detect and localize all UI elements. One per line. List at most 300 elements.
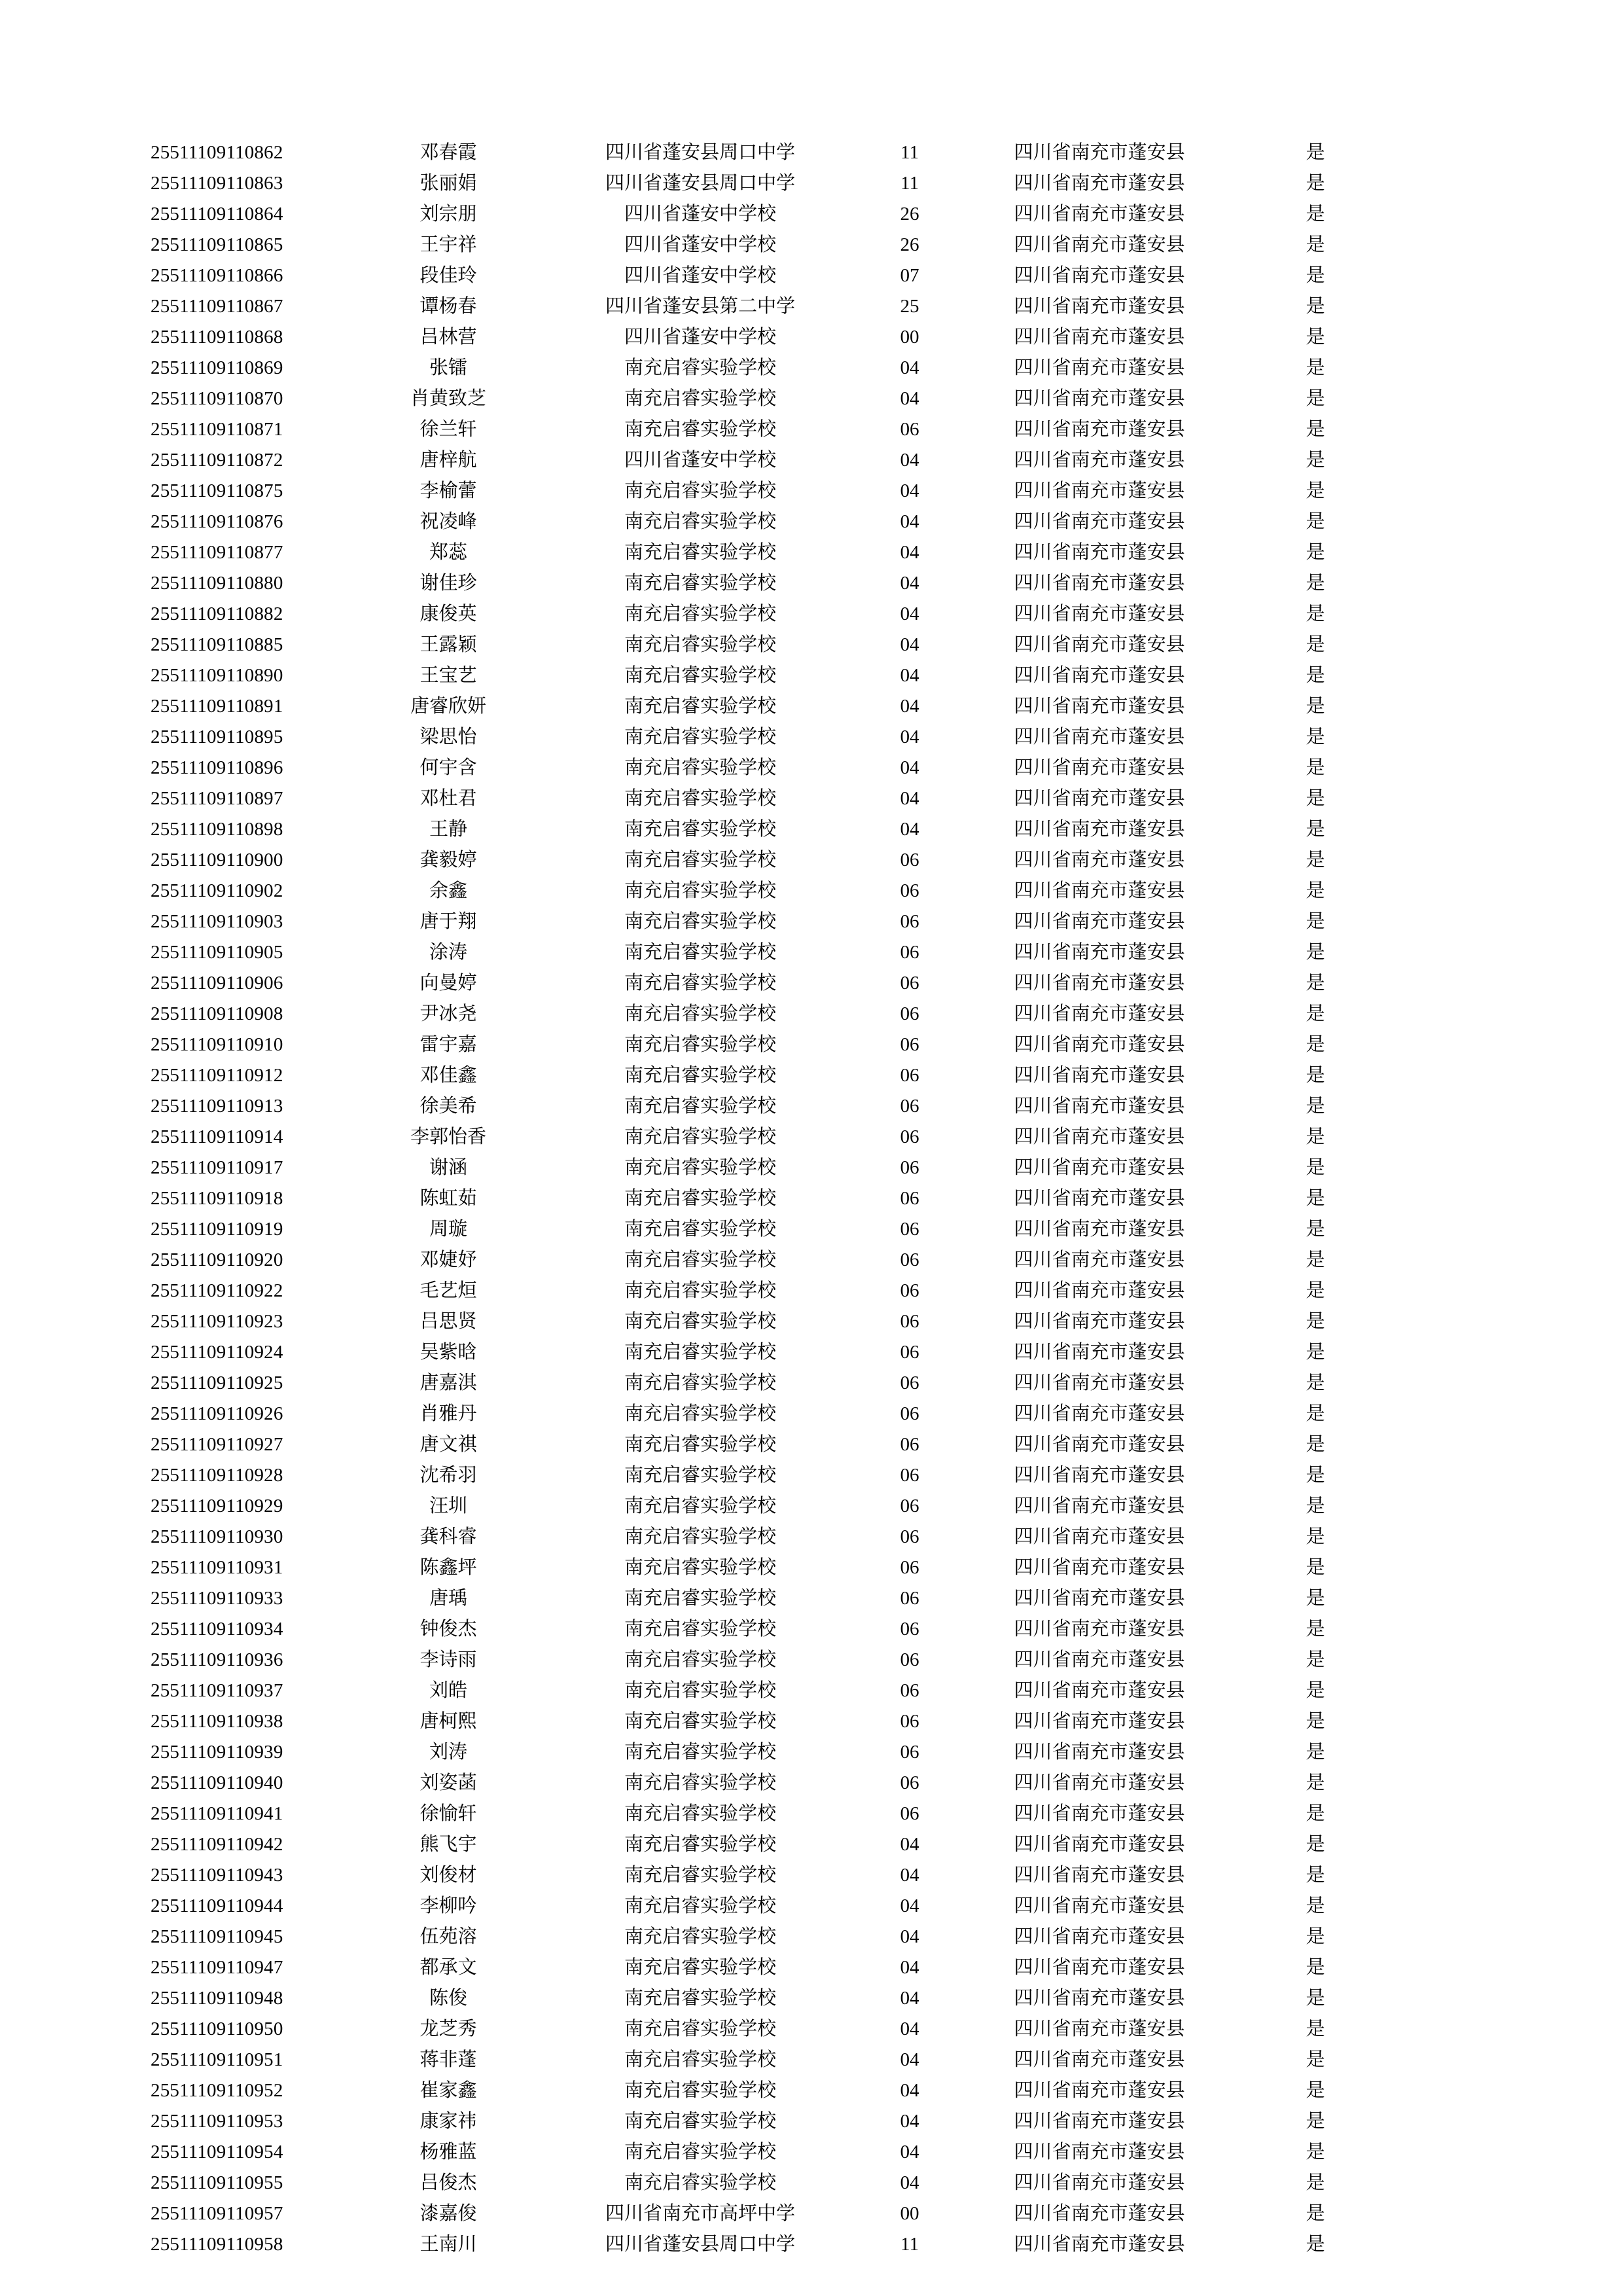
cell-flag: 是	[1306, 1557, 1325, 1578]
cell-flag: 是	[1306, 173, 1325, 194]
cell-spacer	[1381, 1799, 1472, 1829]
cell-flag: 是	[1306, 1188, 1325, 1209]
cell-flag: 是	[1306, 880, 1325, 901]
cell-exam-id: 25511109110910	[151, 1034, 283, 1055]
cell-region: 四川省南充市蓬安县	[1014, 2080, 1185, 2101]
cell-student-name: 伍苑溶	[419, 1926, 477, 1947]
cell-code: 06	[900, 1496, 919, 1516]
cell-region: 四川省南充市蓬安县	[1014, 2049, 1185, 2070]
cell-school: 南充启睿实验学校	[624, 1957, 776, 1978]
cell-exam-id: 25511109110914	[151, 1126, 283, 1147]
cell-school: 南充启睿实验学校	[624, 1926, 776, 1947]
cell-region: 四川省南充市蓬安县	[1014, 1157, 1185, 1178]
cell-flag: 是	[1306, 1865, 1325, 1886]
table-row	[151, 814, 1472, 845]
cell-region: 四川省南充市蓬安县	[1014, 665, 1185, 686]
cell-region: 四川省南充市蓬安县	[1014, 296, 1185, 317]
cell-school: 南充启睿实验学校	[624, 1988, 776, 2009]
cell-school: 南充启睿实验学校	[624, 2018, 776, 2039]
cell-exam-id: 25511109110940	[151, 1772, 283, 1793]
cell-spacer	[1381, 753, 1472, 783]
cell-exam-id: 25511109110862	[151, 142, 283, 163]
cell-exam-id: 25511109110953	[151, 2111, 283, 2132]
table-row	[151, 630, 1472, 660]
cell-region: 四川省南充市蓬安县	[1014, 1126, 1185, 1147]
cell-code: 04	[900, 450, 919, 471]
cell-flag: 是	[1306, 2172, 1325, 2193]
cell-student-name: 郑蕊	[429, 542, 467, 563]
cell-code: 06	[900, 1465, 919, 1486]
cell-flag: 是	[1306, 234, 1325, 255]
cell-spacer	[1381, 1706, 1472, 1737]
cell-code: 06	[900, 942, 919, 963]
cell-spacer	[1381, 322, 1472, 353]
cell-exam-id: 25511109110864	[151, 204, 283, 224]
cell-region: 四川省南充市蓬安县	[1014, 419, 1185, 440]
cell-school: 南充启睿实验学校	[624, 1834, 776, 1855]
cell-flag: 是	[1306, 357, 1325, 378]
cell-code: 04	[900, 819, 919, 840]
table-row	[151, 845, 1472, 876]
cell-school: 四川省蓬安县第二中学	[605, 296, 795, 317]
cell-code: 26	[900, 204, 919, 224]
cell-student-name: 徐愉轩	[419, 1803, 477, 1824]
cell-code: 11	[901, 173, 919, 194]
cell-spacer	[1381, 445, 1472, 476]
cell-student-name: 邓杜君	[419, 788, 477, 809]
cell-spacer	[1381, 291, 1472, 322]
cell-code: 04	[900, 2142, 919, 2162]
cell-exam-id: 25511109110933	[151, 1588, 283, 1609]
cell-flag: 是	[1306, 1126, 1325, 1147]
cell-exam-id: 25511109110920	[151, 1249, 283, 1270]
cell-region: 四川省南充市蓬安县	[1014, 1034, 1185, 1055]
cell-code: 06	[900, 1772, 919, 1793]
cell-code: 06	[900, 1649, 919, 1670]
cell-region: 四川省南充市蓬安县	[1014, 1403, 1185, 1424]
cell-student-name: 漆嘉俊	[419, 2203, 477, 2224]
cell-student-name: 崔家鑫	[419, 2080, 477, 2101]
cell-school: 南充启睿实验学校	[624, 1372, 776, 1393]
table-row	[151, 2168, 1472, 2198]
table-row	[151, 1768, 1472, 1799]
cell-region: 四川省南充市蓬安县	[1014, 1557, 1185, 1578]
cell-region: 四川省南充市蓬安县	[1014, 234, 1185, 255]
cell-flag: 是	[1306, 2049, 1325, 2070]
cell-code: 06	[900, 1803, 919, 1824]
cell-school: 南充启睿实验学校	[624, 2080, 776, 2101]
cell-code: 04	[900, 634, 919, 655]
table-row	[151, 2014, 1472, 2045]
table-row	[151, 1399, 1472, 1429]
cell-student-name: 邓婕妤	[419, 1249, 477, 1270]
cell-region: 四川省南充市蓬安县	[1014, 1619, 1185, 1640]
table-row	[151, 1460, 1472, 1491]
cell-school: 四川省南充市高坪中学	[605, 2203, 795, 2224]
cell-school: 南充启睿实验学校	[624, 1649, 776, 1670]
table-row	[151, 353, 1472, 384]
cell-student-name: 毛艺烜	[419, 1280, 477, 1301]
table-row	[151, 1491, 1472, 1522]
cell-student-name: 吕林营	[419, 327, 477, 348]
cell-exam-id: 25511109110919	[151, 1219, 283, 1240]
table-row	[151, 1153, 1472, 1183]
cell-exam-id: 25511109110945	[151, 1926, 283, 1947]
cell-exam-id: 25511109110871	[151, 419, 283, 440]
table-row	[151, 476, 1472, 507]
cell-exam-id: 25511109110896	[151, 757, 283, 778]
table-row	[151, 1030, 1472, 1060]
cell-flag: 是	[1306, 850, 1325, 870]
cell-spacer	[1381, 1429, 1472, 1460]
cell-region: 四川省南充市蓬安县	[1014, 1188, 1185, 1209]
table-row	[151, 906, 1472, 937]
cell-flag: 是	[1306, 1219, 1325, 1240]
cell-code: 00	[900, 327, 919, 348]
cell-exam-id: 25511109110957	[151, 2203, 283, 2224]
cell-code: 04	[900, 788, 919, 809]
cell-exam-id: 25511109110943	[151, 1865, 283, 1886]
cell-student-name: 熊飞宇	[419, 1834, 477, 1855]
cell-student-name: 邓佳鑫	[419, 1065, 477, 1086]
cell-flag: 是	[1306, 942, 1325, 963]
cell-student-name: 唐文祺	[419, 1434, 477, 1455]
cell-code: 04	[900, 1895, 919, 1916]
table-row	[151, 1522, 1472, 1552]
cell-region: 四川省南充市蓬安县	[1014, 634, 1185, 655]
cell-spacer	[1381, 722, 1472, 753]
cell-school: 南充启睿实验学校	[624, 757, 776, 778]
cell-spacer	[1381, 783, 1472, 814]
cell-school: 南充启睿实验学校	[624, 388, 776, 409]
cell-school: 南充启睿实验学校	[624, 634, 776, 655]
cell-code: 06	[900, 1157, 919, 1178]
cell-exam-id: 25511109110950	[151, 2018, 283, 2039]
cell-student-name: 唐柯熙	[419, 1711, 477, 1732]
cell-student-name: 李柳吟	[419, 1895, 477, 1916]
cell-spacer	[1381, 260, 1472, 291]
cell-student-name: 王静	[429, 819, 467, 840]
table-row	[151, 1676, 1472, 1706]
cell-school: 南充启睿实验学校	[624, 850, 776, 870]
cell-student-name: 张镭	[429, 357, 467, 378]
cell-exam-id: 25511109110924	[151, 1342, 283, 1363]
table-row	[151, 1276, 1472, 1306]
cell-flag: 是	[1306, 1280, 1325, 1301]
cell-school: 南充启睿实验学校	[624, 1311, 776, 1332]
cell-spacer	[1381, 1983, 1472, 2014]
cell-spacer	[1381, 1183, 1472, 1214]
cell-region: 四川省南充市蓬安县	[1014, 880, 1185, 901]
table-row	[151, 2106, 1472, 2137]
cell-code: 04	[900, 357, 919, 378]
cell-exam-id: 25511109110930	[151, 1526, 283, 1547]
cell-student-name: 谢佳珍	[419, 573, 477, 594]
cell-exam-id: 25511109110954	[151, 2142, 283, 2162]
cell-code: 04	[900, 2172, 919, 2193]
cell-student-name: 康家祎	[419, 2111, 477, 2132]
cell-spacer	[1381, 1460, 1472, 1491]
cell-code: 06	[900, 1096, 919, 1117]
cell-student-name: 王宇祥	[419, 234, 477, 255]
table-row	[151, 1737, 1472, 1768]
cell-flag: 是	[1306, 788, 1325, 809]
cell-code: 04	[900, 1926, 919, 1947]
cell-student-name: 雷宇嘉	[419, 1034, 477, 1055]
cell-school: 南充启睿实验学校	[624, 1219, 776, 1240]
cell-flag: 是	[1306, 327, 1325, 348]
table-row	[151, 537, 1472, 568]
cell-code: 04	[900, 1834, 919, 1855]
cell-region: 四川省南充市蓬安县	[1014, 1465, 1185, 1486]
cell-flag: 是	[1306, 1465, 1325, 1486]
cell-student-name: 刘姿菡	[419, 1772, 477, 1793]
student-roster-table	[151, 137, 1472, 2260]
cell-region: 四川省南充市蓬安县	[1014, 480, 1185, 501]
table-row	[151, 1245, 1472, 1276]
cell-spacer	[1381, 1645, 1472, 1676]
cell-exam-id: 25511109110938	[151, 1711, 283, 1732]
cell-flag: 是	[1306, 1680, 1325, 1701]
cell-school: 南充启睿实验学校	[624, 1249, 776, 1270]
cell-spacer	[1381, 630, 1472, 660]
cell-student-name: 钟俊杰	[419, 1619, 477, 1640]
table-row	[151, 1337, 1472, 1368]
cell-spacer	[1381, 2168, 1472, 2198]
cell-code: 06	[900, 911, 919, 932]
cell-exam-id: 25511109110897	[151, 788, 283, 809]
cell-flag: 是	[1306, 1588, 1325, 1609]
cell-school: 南充启睿实验学校	[624, 1157, 776, 1178]
cell-code: 06	[900, 1557, 919, 1578]
cell-exam-id: 25511109110939	[151, 1742, 283, 1763]
cell-flag: 是	[1306, 1803, 1325, 1824]
cell-region: 四川省南充市蓬安县	[1014, 1988, 1185, 2009]
cell-student-name: 吕俊杰	[419, 2172, 477, 2193]
cell-school: 南充启睿实验学校	[624, 1403, 776, 1424]
cell-spacer	[1381, 1399, 1472, 1429]
cell-flag: 是	[1306, 1957, 1325, 1978]
cell-spacer	[1381, 1922, 1472, 1952]
cell-code: 04	[900, 757, 919, 778]
cell-flag: 是	[1306, 603, 1325, 624]
cell-code: 04	[900, 2018, 919, 2039]
cell-code: 06	[900, 1588, 919, 1609]
cell-student-name: 汪圳	[429, 1496, 467, 1516]
cell-spacer	[1381, 1952, 1472, 1983]
cell-school: 四川省蓬安中学校	[624, 204, 776, 224]
cell-student-name: 唐于翔	[419, 911, 477, 932]
cell-student-name: 周璇	[429, 1219, 467, 1240]
cell-spacer	[1381, 1737, 1472, 1768]
table-row	[151, 384, 1472, 414]
cell-exam-id: 25511109110863	[151, 173, 283, 194]
cell-region: 四川省南充市蓬安县	[1014, 1865, 1185, 1886]
cell-student-name: 刘俊材	[419, 1865, 477, 1886]
cell-school: 南充启睿实验学校	[624, 1096, 776, 1117]
table-row	[151, 599, 1472, 630]
cell-exam-id: 25511109110900	[151, 850, 283, 870]
cell-code: 06	[900, 1342, 919, 1363]
table-row	[151, 1799, 1472, 1829]
cell-flag: 是	[1306, 419, 1325, 440]
cell-region: 四川省南充市蓬安县	[1014, 1096, 1185, 1117]
cell-code: 06	[900, 1403, 919, 1424]
table-row	[151, 1306, 1472, 1337]
cell-region: 四川省南充市蓬安县	[1014, 1003, 1185, 1024]
cell-spacer	[1381, 568, 1472, 599]
cell-code: 04	[900, 542, 919, 563]
cell-code: 06	[900, 850, 919, 870]
cell-code: 04	[900, 603, 919, 624]
cell-spacer	[1381, 230, 1472, 260]
table-row	[151, 1368, 1472, 1399]
cell-region: 四川省南充市蓬安县	[1014, 2142, 1185, 2162]
table-row	[151, 1583, 1472, 1614]
cell-student-name: 康俊英	[419, 603, 477, 624]
cell-flag: 是	[1306, 1895, 1325, 1916]
cell-exam-id: 25511109110885	[151, 634, 283, 655]
cell-spacer	[1381, 1860, 1472, 1891]
cell-school: 南充启睿实验学校	[624, 1188, 776, 1209]
cell-student-name: 唐睿欣妍	[410, 696, 486, 717]
cell-student-name: 唐瑀	[429, 1588, 467, 1609]
table-row	[151, 507, 1472, 537]
cell-student-name: 谭杨春	[419, 296, 477, 317]
cell-student-name: 李榆蕾	[419, 480, 477, 501]
cell-spacer	[1381, 599, 1472, 630]
cell-region: 四川省南充市蓬安县	[1014, 1649, 1185, 1670]
cell-flag: 是	[1306, 1034, 1325, 1055]
cell-region: 四川省南充市蓬安县	[1014, 204, 1185, 224]
cell-flag: 是	[1306, 665, 1325, 686]
cell-flag: 是	[1306, 1834, 1325, 1855]
cell-code: 06	[900, 1619, 919, 1640]
cell-exam-id: 25511109110948	[151, 1988, 283, 2009]
table-row	[151, 1429, 1472, 1460]
cell-exam-id: 25511109110895	[151, 726, 283, 747]
table-row	[151, 260, 1472, 291]
cell-exam-id: 25511109110875	[151, 480, 283, 501]
cell-school: 南充启睿实验学校	[624, 1588, 776, 1609]
cell-spacer	[1381, 968, 1472, 999]
cell-school: 南充启睿实验学校	[624, 1034, 776, 1055]
cell-school: 南充启睿实验学校	[624, 2142, 776, 2162]
cell-flag: 是	[1306, 1434, 1325, 1455]
table-row	[151, 1614, 1472, 1645]
cell-school: 南充启睿实验学校	[624, 1772, 776, 1793]
cell-flag: 是	[1306, 634, 1325, 655]
cell-school: 南充启睿实验学校	[624, 819, 776, 840]
cell-student-name: 王南川	[419, 2234, 477, 2255]
cell-region: 四川省南充市蓬安县	[1014, 973, 1185, 994]
cell-spacer	[1381, 1306, 1472, 1337]
cell-school: 南充启睿实验学校	[624, 696, 776, 717]
cell-exam-id: 25511109110890	[151, 665, 283, 686]
cell-code: 06	[900, 973, 919, 994]
cell-school: 四川省蓬安中学校	[624, 234, 776, 255]
cell-region: 四川省南充市蓬安县	[1014, 1219, 1185, 1240]
table-row	[151, 1214, 1472, 1245]
cell-spacer	[1381, 999, 1472, 1030]
cell-school: 南充启睿实验学校	[624, 1465, 776, 1486]
cell-exam-id: 25511109110958	[151, 2234, 283, 2255]
cell-flag: 是	[1306, 1526, 1325, 1547]
cell-spacer	[1381, 1676, 1472, 1706]
cell-region: 四川省南充市蓬安县	[1014, 2018, 1185, 2039]
cell-exam-id: 25511109110941	[151, 1803, 283, 1824]
cell-flag: 是	[1306, 1649, 1325, 1670]
cell-student-name: 张丽娟	[419, 173, 477, 194]
cell-region: 四川省南充市蓬安县	[1014, 2203, 1185, 2224]
cell-student-name: 刘宗朋	[419, 204, 477, 224]
cell-code: 04	[900, 2111, 919, 2132]
cell-student-name: 邓春霞	[419, 142, 477, 163]
cell-exam-id: 25511109110923	[151, 1311, 283, 1332]
cell-flag: 是	[1306, 1496, 1325, 1516]
cell-school: 南充启睿实验学校	[624, 1711, 776, 1732]
cell-code: 06	[900, 1372, 919, 1393]
cell-student-name: 祝凌峰	[419, 511, 477, 532]
cell-region: 四川省南充市蓬安县	[1014, 911, 1185, 932]
cell-code: 06	[900, 1311, 919, 1332]
cell-code: 06	[900, 1126, 919, 1147]
cell-spacer	[1381, 476, 1472, 507]
cell-student-name: 刘皓	[429, 1680, 467, 1701]
cell-spacer	[1381, 814, 1472, 845]
cell-exam-id: 25511109110908	[151, 1003, 283, 1024]
table-row	[151, 568, 1472, 599]
cell-region: 四川省南充市蓬安县	[1014, 1834, 1185, 1855]
cell-spacer	[1381, 906, 1472, 937]
cell-student-name: 陈虹茹	[419, 1188, 477, 1209]
cell-spacer	[1381, 2075, 1472, 2106]
cell-region: 四川省南充市蓬安县	[1014, 1434, 1185, 1455]
cell-spacer	[1381, 660, 1472, 691]
cell-student-name: 龚毅婷	[419, 850, 477, 870]
table-row	[151, 783, 1472, 814]
table-row	[151, 1552, 1472, 1583]
cell-code: 06	[900, 1434, 919, 1455]
cell-school: 南充启睿实验学校	[624, 1280, 776, 1301]
table-row	[151, 414, 1472, 445]
cell-flag: 是	[1306, 1711, 1325, 1732]
cell-spacer	[1381, 876, 1472, 906]
cell-flag: 是	[1306, 142, 1325, 163]
table-row	[151, 1060, 1472, 1091]
cell-student-name: 肖雅丹	[419, 1403, 477, 1424]
table-row	[151, 1922, 1472, 1952]
cell-code: 06	[900, 880, 919, 901]
table-row	[151, 1891, 1472, 1922]
cell-school: 南充启睿实验学校	[624, 726, 776, 747]
cell-flag: 是	[1306, 696, 1325, 717]
cell-spacer	[1381, 2045, 1472, 2075]
cell-school: 南充启睿实验学校	[624, 942, 776, 963]
cell-flag: 是	[1306, 511, 1325, 532]
cell-exam-id: 25511109110951	[151, 2049, 283, 2070]
cell-exam-id: 25511109110877	[151, 542, 283, 563]
table-row	[151, 1983, 1472, 2014]
cell-region: 四川省南充市蓬安县	[1014, 726, 1185, 747]
cell-exam-id: 25511109110868	[151, 327, 283, 348]
cell-student-name: 陈俊	[429, 1988, 467, 2009]
cell-exam-id: 25511109110913	[151, 1096, 283, 1117]
cell-student-name: 涂涛	[429, 942, 467, 963]
cell-flag: 是	[1306, 1311, 1325, 1332]
cell-school: 南充启睿实验学校	[624, 1803, 776, 1824]
cell-region: 四川省南充市蓬安县	[1014, 2172, 1185, 2193]
